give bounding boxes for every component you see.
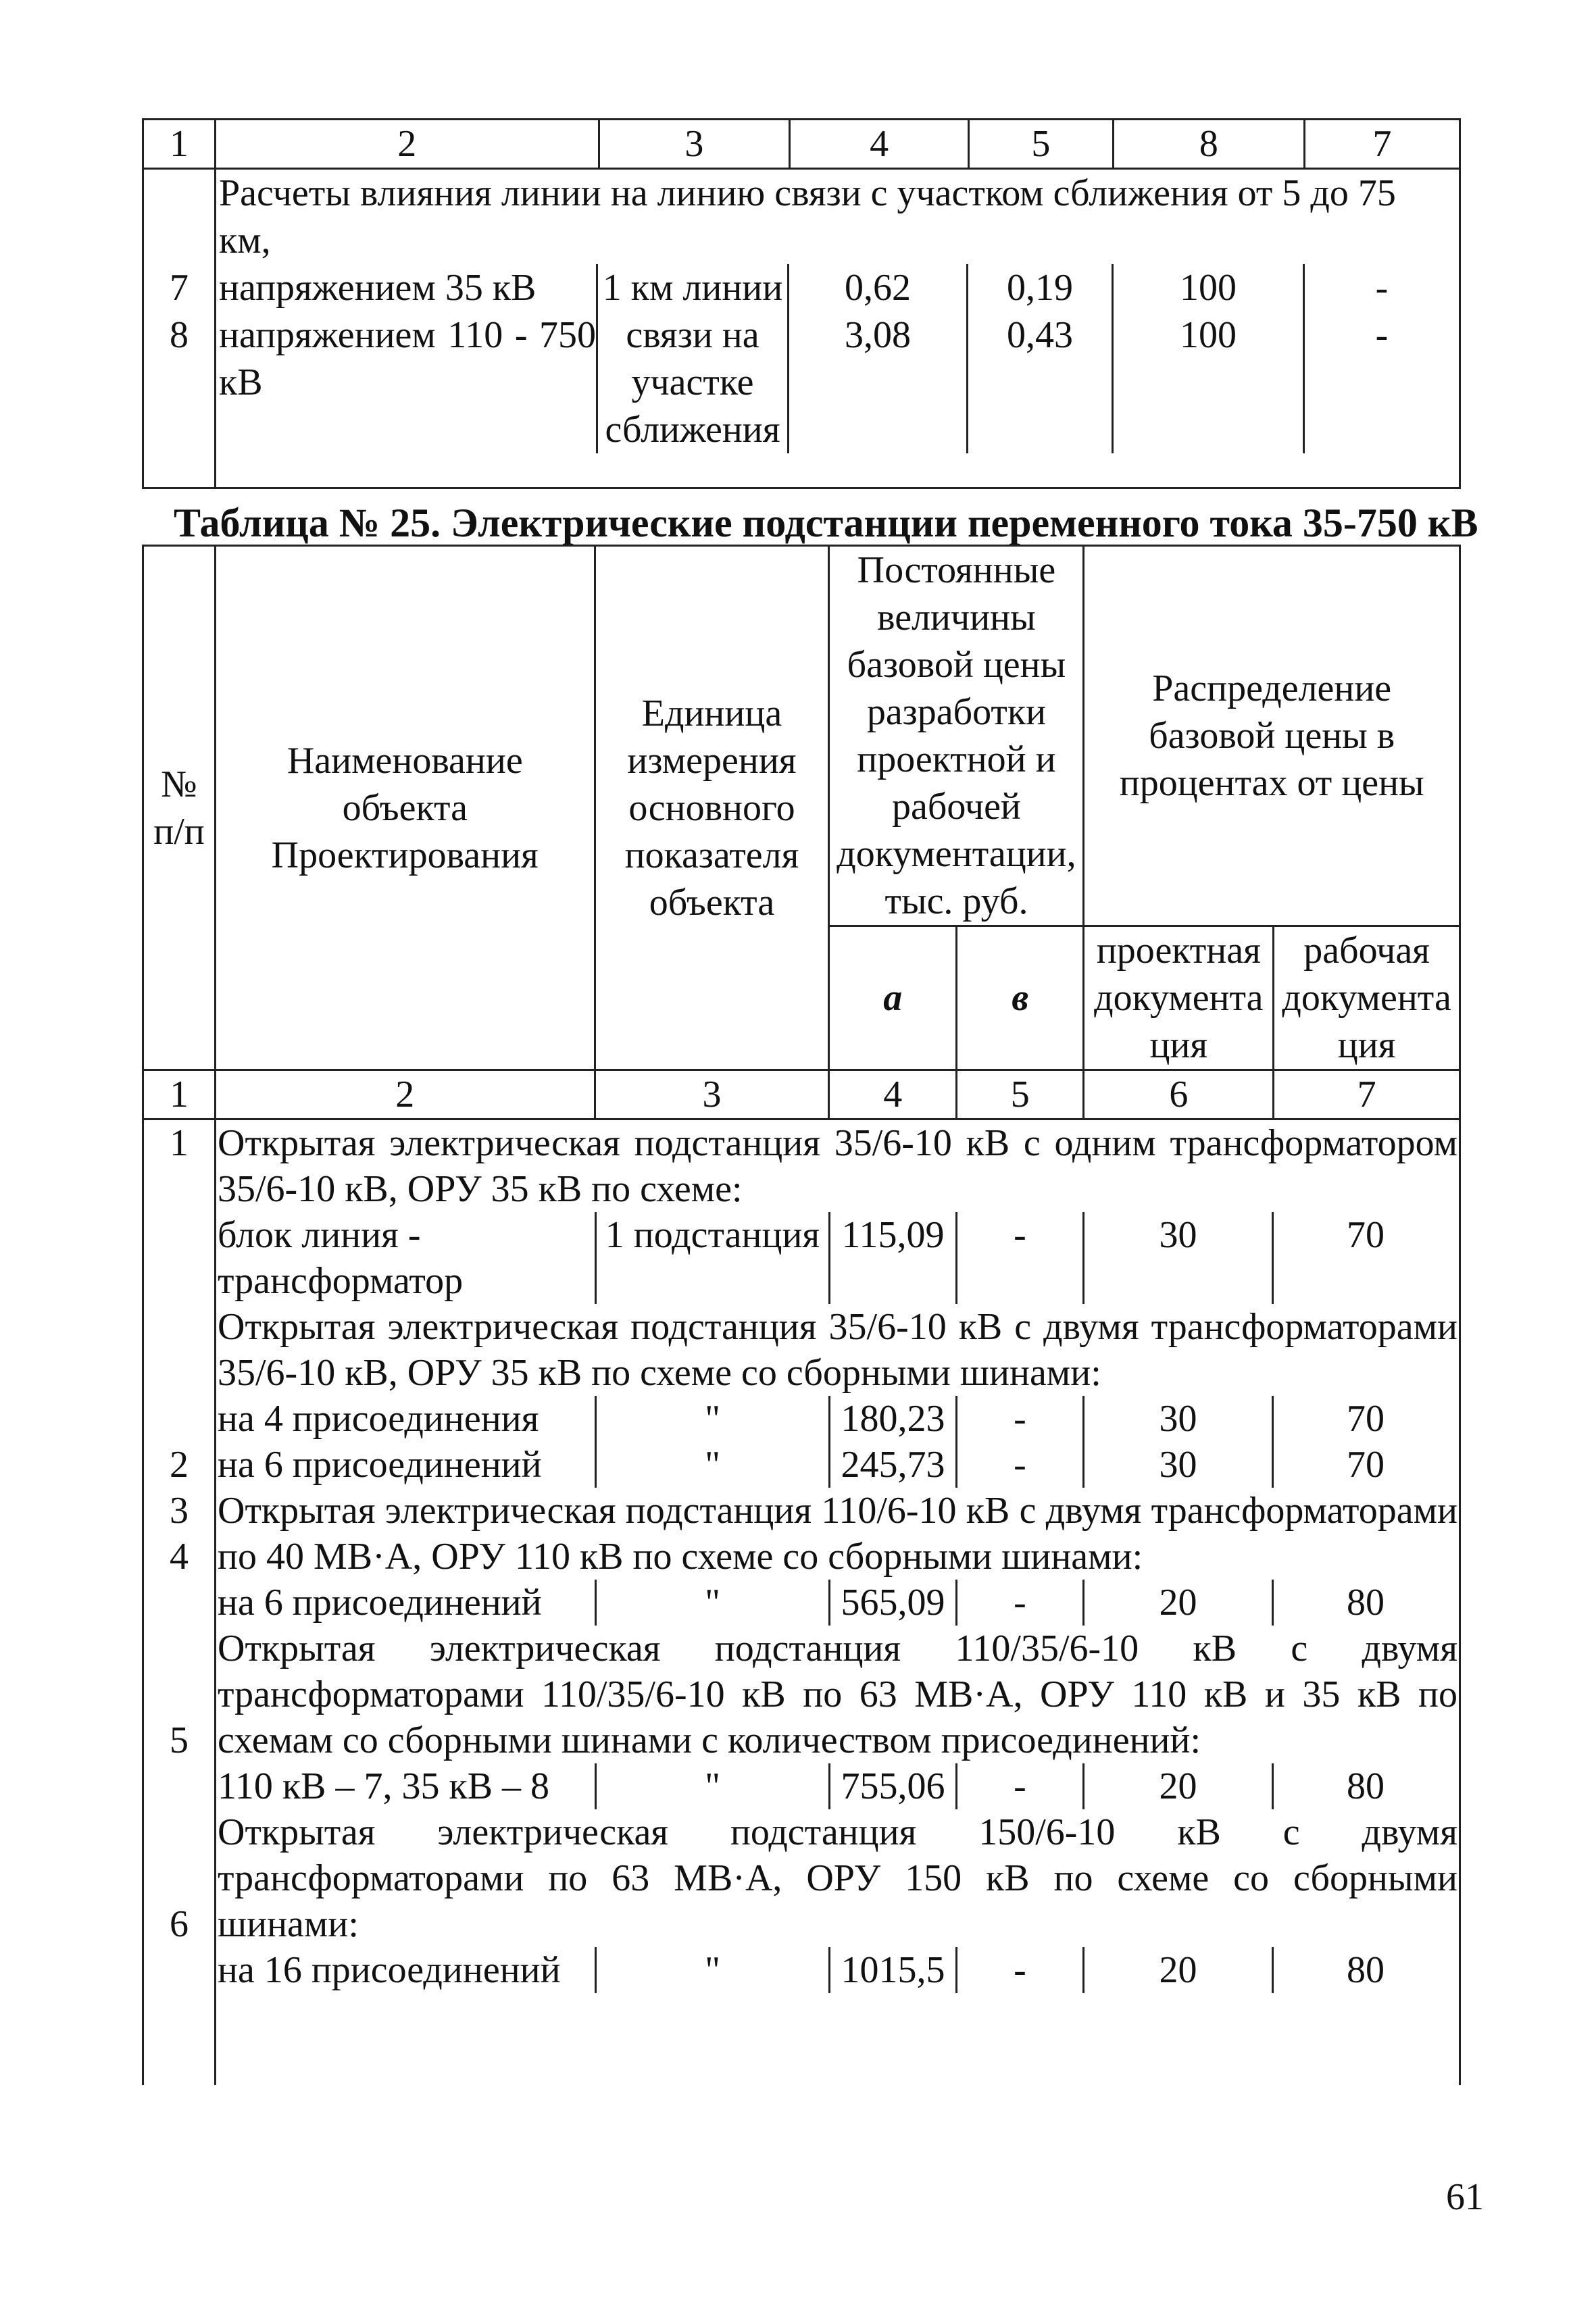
top-col-6: 8 (1113, 120, 1304, 169)
top-unit-cell: 1 км линии связи на участке сближения (596, 264, 789, 453)
body-item-row (218, 1947, 1457, 1993)
body-item-unit: " (595, 1947, 828, 1993)
body-group-title: Открытая электрическая подстанция 110/6-10 кВ с двумя трансформаторами по 40 МВ·А, ОРУ 110 кВ по схеме со сборными шинами: (218, 1490, 1457, 1578)
body-item-a: 565,09 (828, 1580, 955, 1626)
head-num: № п/п (143, 546, 216, 1070)
head-name: Наименование объекта Проектирования (216, 546, 595, 1070)
main-body-row (143, 1120, 1460, 2086)
main-table (142, 545, 1461, 2085)
body-item-item: блок линия - трансформатор (218, 1214, 464, 1302)
body-item-b: - (955, 1763, 1082, 1809)
top-table-body-row (143, 169, 1460, 488)
body-item-p: 30 (1082, 1396, 1272, 1442)
top-body-columns: напряжением 35 кВ напряжением 110 - 750 кВ 1 км линии связи на участке сближения 0,62 3,08 0,19 0,43 100 100 - - (216, 264, 1459, 453)
body-item-p: 20 (1082, 1580, 1272, 1626)
main-head-row-1 (143, 546, 1460, 926)
body-group-title: Открытая электрическая подстанция 150/6-10 кВ с двумя трансформаторами по 63 МВ·А, ОРУ 150 кВ по схеме со сборными шинами: (218, 1811, 1457, 1945)
body-item-row (218, 1212, 1457, 1304)
top-row-name-8: напряжением 110 - 750 кВ (219, 314, 596, 403)
top-row-num-7: 7 (170, 267, 189, 309)
body-group-title: Открытая электрическая подстанция 35/6-10 кВ с одним трансформатором 35/6-10 кВ, ОРУ 35 кВ по схеме: (218, 1122, 1457, 1210)
body-item-item: на 4 присоединения (218, 1398, 539, 1440)
head-a: а (829, 926, 957, 1070)
head-b: в (956, 926, 1084, 1070)
body-item-w: 80 (1272, 1580, 1457, 1626)
body-group-title: Открытая электрическая подстанция 35/6-10 кВ с двумя трансформаторами 35/6-10 кВ, ОРУ 35 кВ по схеме со сборными шинами: (218, 1306, 1457, 1394)
body-item-b: - (955, 1396, 1082, 1442)
top-table (142, 118, 1461, 489)
body-item-w: 70 (1272, 1212, 1457, 1304)
page-number: 61 (1446, 2176, 1484, 2218)
body-item-a: 1015,5 (828, 1947, 955, 1993)
top-col-3: 3 (599, 120, 790, 169)
head-unit: Единица измерения основного показателя объекта (595, 546, 829, 1070)
body-group-title: Открытая электрическая подстанция 110/35/6-10 кВ с двумя трансформаторами 110/35/6-10 кВ по 63 МВ·А, ОРУ 110 кВ и 35 кВ по схемам со сборными шинами с количеством присоединений: (218, 1628, 1457, 1761)
body-item-p: 20 (1082, 1947, 1272, 1993)
body-item-w: 70 (1272, 1442, 1457, 1488)
body-item-a: 245,73 (828, 1442, 955, 1488)
top-col-5: 5 (968, 120, 1113, 169)
body-item-b: - (955, 1947, 1082, 1993)
body-item-item: на 6 присоединений (218, 1582, 542, 1624)
body-item-item: 110 кВ – 7, 35 кВ – 8 (218, 1765, 550, 1807)
body-item-item: на 16 присоединений (218, 1949, 561, 1991)
head-const: Постоянные величины базовой цены разработки проектной и рабочей документации, тыс. руб. (829, 546, 1084, 926)
top-col-1: 1 (143, 120, 216, 169)
top-num-cell (143, 169, 216, 488)
body-item-w: 80 (1272, 1763, 1457, 1809)
top-col-2: 2 (216, 120, 599, 169)
body-item-unit: " (595, 1763, 828, 1809)
body-item-row (218, 1580, 1457, 1626)
top-row-name-7: напряжением 35 кВ (219, 267, 537, 309)
body-item-b: - (955, 1212, 1082, 1304)
body-item-p: 30 (1082, 1212, 1272, 1304)
top-table-header-row (143, 120, 1460, 169)
body-item-item: на 6 присоединений (218, 1444, 542, 1486)
body-item-p: 30 (1082, 1442, 1272, 1488)
body-item-unit: 1 подстанция (595, 1212, 828, 1304)
top-group-title: Расчеты влияния линии на линию связи с участком сближения от 5 до 75 км, (219, 172, 1396, 261)
head-proj: проектная документа ция (1084, 926, 1274, 1070)
body-item-row (218, 1442, 1457, 1488)
head-dist: Распределение базовой цены в процентах от цены (1084, 546, 1460, 926)
body-item-p: 20 (1082, 1763, 1272, 1809)
body-item-b: - (955, 1580, 1082, 1626)
body-item-a: 115,09 (828, 1212, 955, 1304)
body-item-row (218, 1763, 1457, 1809)
top-row-num-8: 8 (170, 314, 189, 356)
table-caption: Таблица № 25. Электрические подстанции переменного тока 35-750 кВ (174, 501, 1478, 545)
body-item-a: 755,06 (828, 1763, 955, 1809)
body-item-unit: " (595, 1396, 828, 1442)
body-item-row (218, 1396, 1457, 1442)
body-num-cell: 1 2 3 4 5 6 (143, 1120, 216, 2086)
body-item-unit: " (595, 1442, 828, 1488)
top-col-7: 7 (1304, 120, 1460, 169)
body-item-w: 70 (1272, 1396, 1457, 1442)
top-body-cell (216, 169, 1460, 488)
body-item-w: 80 (1272, 1947, 1457, 1993)
body-item-unit: " (595, 1580, 828, 1626)
body-item-b: - (955, 1442, 1082, 1488)
main-number-row: 1 2 3 4 5 6 7 (143, 1070, 1460, 1120)
body-content-cell (216, 1120, 1460, 2086)
body-item-a: 180,23 (828, 1396, 955, 1442)
top-col-4: 4 (790, 120, 969, 169)
head-work: рабочая документа ция (1274, 926, 1460, 1070)
